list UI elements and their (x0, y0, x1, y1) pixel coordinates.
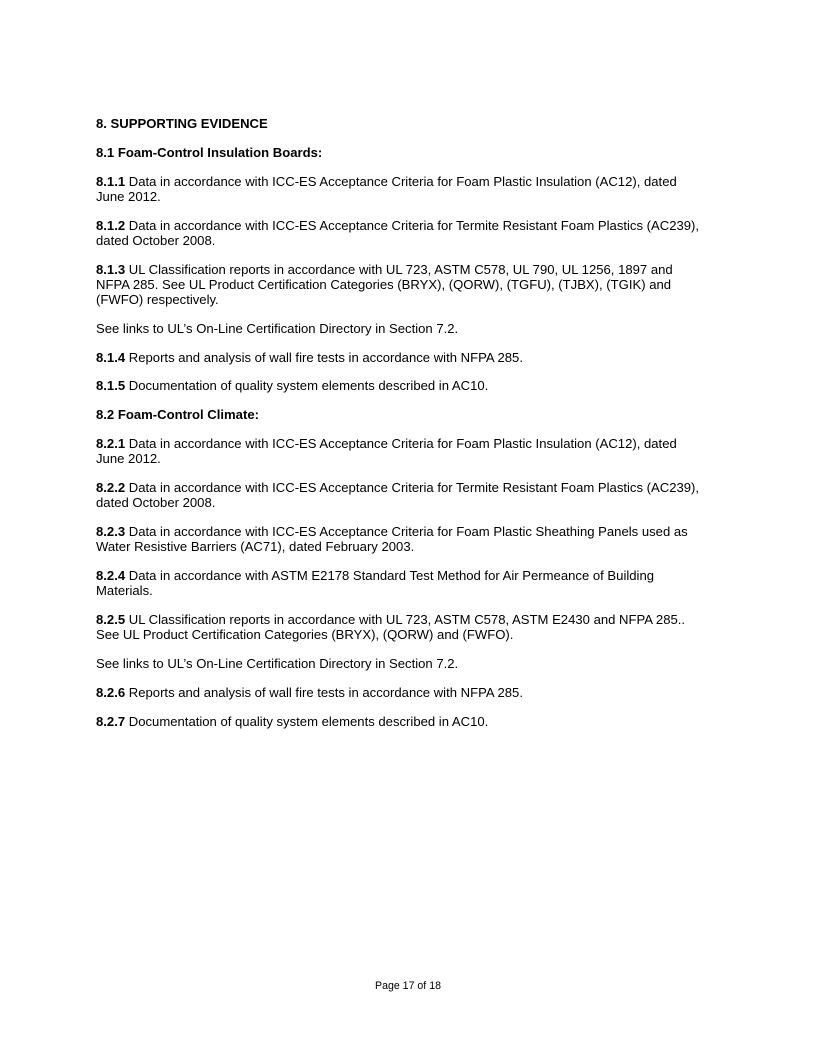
page-number-footer: Page 17 of 18 (375, 980, 441, 992)
item-8-2-3 (96, 524, 726, 554)
item-text: Data in accordance with ASTM E2178 Standard Test Method for Air Permeance of Building (125, 567, 655, 583)
item-text-cont: (FWFO) respectively. (96, 292, 219, 307)
item-number: 8.2.2 (96, 479, 126, 495)
item-number: 8.1.2 (96, 217, 126, 233)
item-8-2-2 (96, 480, 726, 510)
item-text: Data in accordance with ICC-ES Acceptance Criteria for Termite Resistant Foam Plastics (AC239), (125, 479, 700, 495)
item-text: Documentation of quality system elements described in AC10. (125, 378, 489, 394)
item-text-cont: See UL Product Certification Categories (BRYX), (QORW) and (FWFO). (96, 627, 514, 643)
item-number: 8.2.4 (96, 567, 126, 583)
item-text: Data in accordance with ICC-ES Acceptance Criteria for Foam Plastic Insulation (AC12), dated (125, 173, 677, 189)
item-number: 8.1.4 (96, 349, 126, 365)
section-title: 8. SUPPORTING EVIDENCE (96, 116, 268, 131)
item-8-1-3 (96, 262, 726, 308)
subsection-heading-8-1: 8.1 Foam-Control Insulation Boards: (96, 144, 323, 160)
item-8-2-5 (96, 612, 726, 642)
item-text-cont: Materials. (96, 583, 153, 599)
item-text: UL Classification reports in accordance with UL 723, ASTM C578, ASTM E2430 and NFPA 285.. (125, 611, 686, 627)
item-text: Data in accordance with ICC-ES Acceptance Criteria for Foam Plastic Insulation (AC12), dated (125, 435, 677, 451)
item-text: Reports and analysis of wall fire tests in accordance with NFPA 285. (125, 349, 523, 365)
item-text: UL Classification reports in accordance with UL 723, ASTM C578, UL 790, UL 1256, 1897 and (125, 261, 673, 277)
item-number: 8.2.3 (96, 523, 126, 539)
document-body (96, 116, 726, 729)
subsection-heading-8-2: 8.2 Foam-Control Climate: (96, 407, 259, 423)
item-8-1-1 (96, 174, 726, 204)
item-text-cont: June 2012. (96, 451, 161, 467)
links-note-8-1: See links to UL’s On-Line Certification Directory in Section 7.2. (96, 320, 459, 336)
item-text: Documentation of quality system elements described in AC10. (125, 713, 489, 729)
item-number: 8.2.1 (96, 435, 126, 451)
item-8-2-7 (96, 714, 726, 729)
item-8-1-4 (96, 350, 726, 365)
item-8-1-2 (96, 218, 726, 248)
item-number: 8.1.5 (96, 378, 126, 394)
item-number: 8.1.1 (96, 173, 126, 189)
item-text-cont: June 2012. (96, 188, 161, 204)
item-text-cont: NFPA 285. See UL Product Certification Categories (BRYX), (QORW), (TGFU), (TJBX), (TGIK) and (96, 276, 672, 292)
item-number: 8.2.6 (96, 684, 126, 700)
item-text-cont: dated October 2008. (96, 495, 216, 511)
item-8-2-6 (96, 685, 726, 700)
item-number: 8.1.3 (96, 261, 126, 277)
links-note-8-2: See links to UL’s On-Line Certification Directory in Section 7.2. (96, 655, 459, 671)
item-8-2-4 (96, 568, 726, 598)
item-8-2-1 (96, 436, 726, 466)
item-8-1-5 (96, 378, 726, 393)
item-number: 8.2.5 (96, 611, 126, 627)
item-number: 8.2.7 (96, 713, 126, 729)
item-text: Data in accordance with ICC-ES Acceptance Criteria for Foam Plastic Sheathing Panels used as (125, 523, 688, 539)
item-text-cont: dated October 2008. (96, 232, 216, 248)
item-text: Data in accordance with ICC-ES Acceptance Criteria for Termite Resistant Foam Plastics (AC239), (125, 217, 700, 233)
item-text: Reports and analysis of wall fire tests in accordance with NFPA 285. (125, 684, 523, 700)
item-text-cont: Water Resistive Barriers (AC71), dated February 2003. (96, 539, 415, 555)
